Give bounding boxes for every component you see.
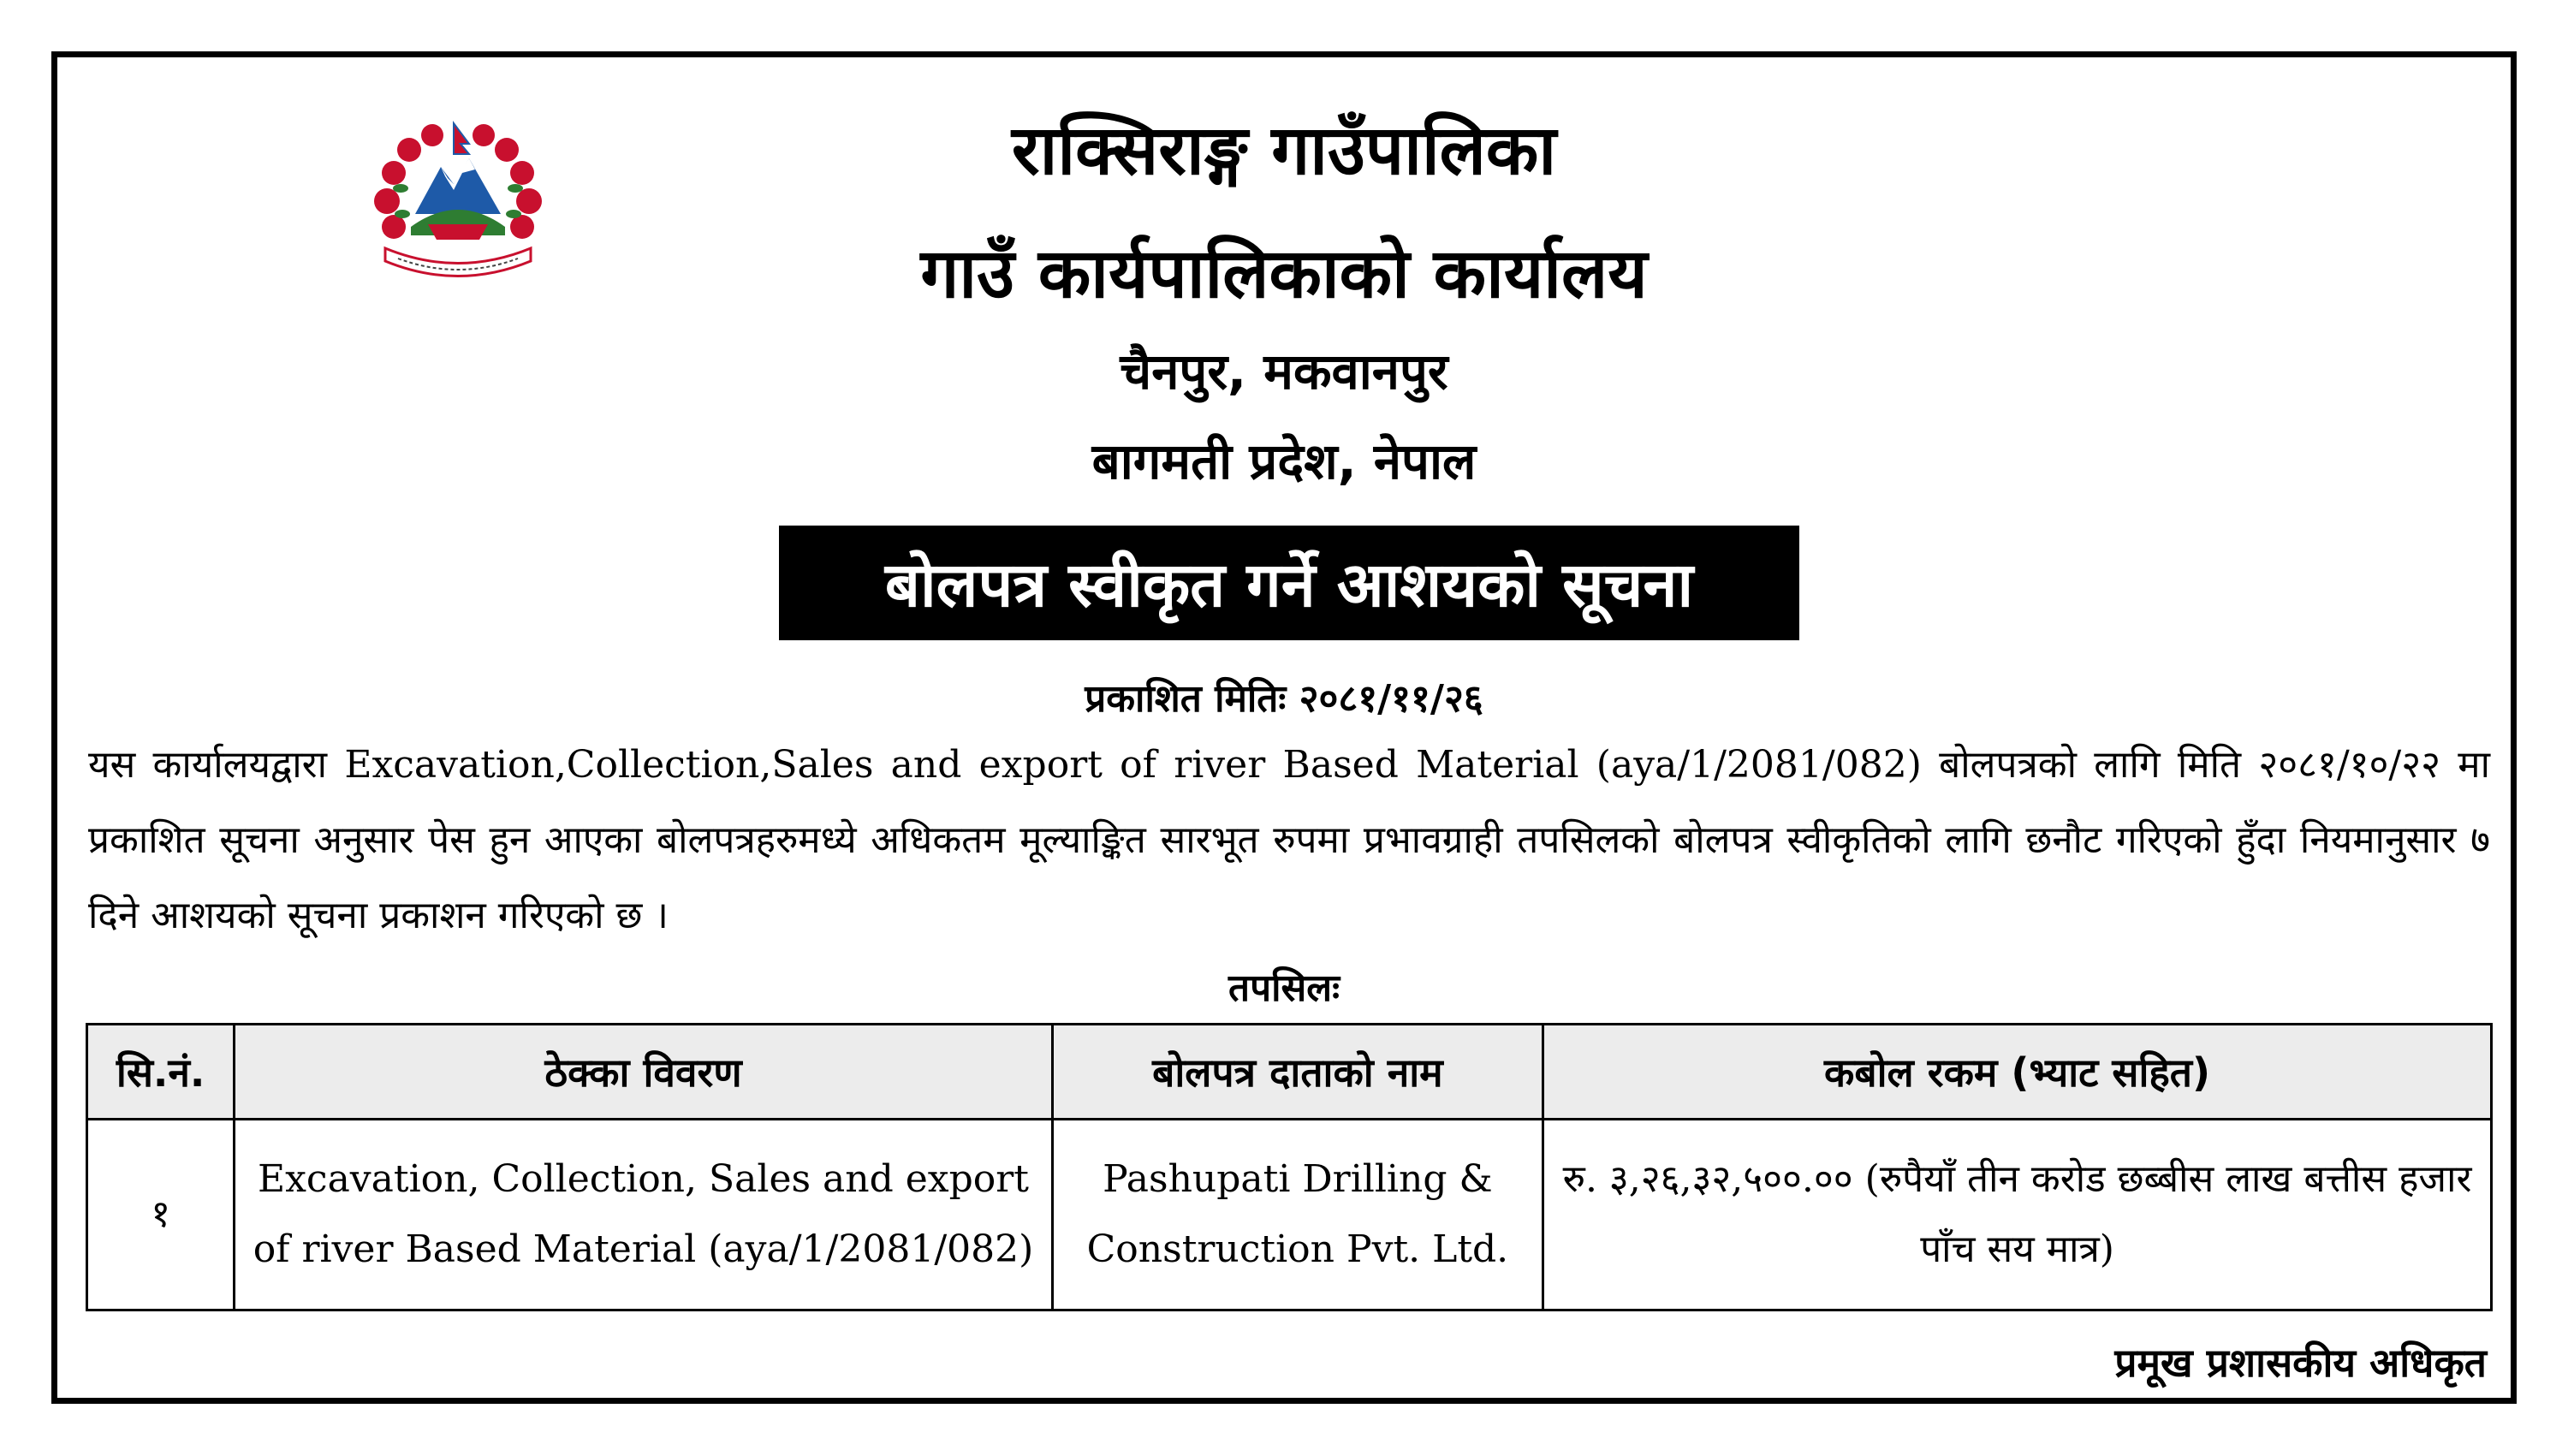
bid-details-table [86, 1023, 2493, 1311]
signature-designation: प्रमूख प्रशासकीय अधिकृत [2114, 1340, 2487, 1386]
cell-amount: रु. ३,२६,३२,५००.०० (रुपैयाँ तीन करोड छब्बीस लाख बत्तीस हजार पाँच सय मात्र) [1543, 1120, 2492, 1310]
table-row [87, 1120, 2492, 1310]
details-label: तपसिलः [1228, 966, 1340, 1010]
header-amount: कबोल रकम (भ्याट सहित) [1543, 1025, 2492, 1120]
office-address: चैनपुर, मकवानपुर [1120, 342, 1448, 401]
header-bidder: बोलपत्र दाताको नाम [1052, 1025, 1543, 1120]
notice-title: बोलपत्र स्वीकृत गर्ने आशयको सूचना [779, 526, 1799, 640]
published-date: २०८१/११/२६ [1299, 677, 1483, 721]
municipality-name: राक्सिराङ्ग गाउँपालिका [1011, 110, 1557, 190]
published-date-line [0, 671, 2568, 722]
notice-body: यस कार्यालयद्वारा Excavation,Collection,Sales and export of river Based Material (aya/1/2081/082) बोलपत्रको लागि मिति २०८१/१०/२२ मा प्रकाशित सूचना अनुसार पेस हुन आएका बोलपत्रहरुमध्ये अधिकतम मूल्याङ्कित सारभूत रुपमा प्रभावग्राही तपसिलको बोलपत्र स्वीकृतिको लागि छनौट गरिएको हुँदा नियमानुसार ७ दिने आशयको सूचना प्रकाशन गरिएको छ । [88, 743, 2490, 937]
office-name: गाउँ कार्यपालिकाको कार्यालय [920, 234, 1648, 313]
published-date-label: प्रकाशित मितिः [1085, 677, 1287, 721]
table-header-row [87, 1025, 2492, 1120]
cell-contract: Excavation, Collection, Sales and export of river Based Material (aya/1/2081/082) [235, 1120, 1052, 1310]
header-contract: ठेक्का विवरण [235, 1025, 1052, 1120]
province-country: बागमती प्रदेश, नेपाल [1091, 432, 1477, 490]
cell-serial: १ [87, 1120, 235, 1310]
cell-bidder: Pashupati Drilling & Construction Pvt. Ltd. [1052, 1120, 1543, 1310]
header-serial: सि.नं. [87, 1025, 235, 1120]
